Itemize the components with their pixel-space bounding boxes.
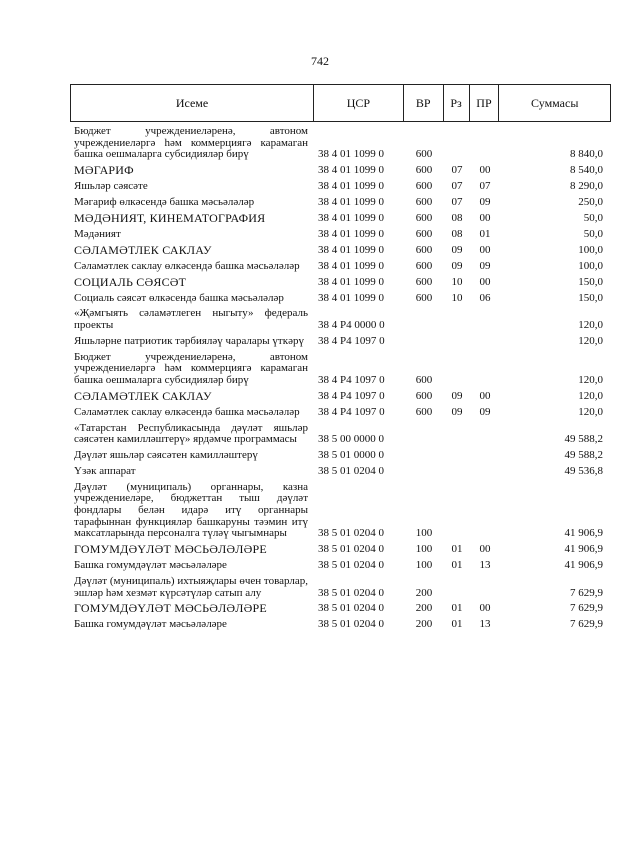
- row-csr: 38 5 01 0000 0: [318, 449, 384, 462]
- row-sum: 41 906,9: [564, 543, 603, 556]
- table-row: [70, 619, 611, 631]
- table-row: [70, 388, 611, 403]
- row-name: Яшьләр сәясәте: [74, 180, 148, 193]
- row-name: МӘДӘНИЯТ, КИНЕМАТОГРАФИЯ: [74, 211, 266, 226]
- row-pr: 00: [479, 212, 491, 225]
- row-rz: 09: [451, 389, 463, 402]
- row-vr: 100: [415, 559, 433, 572]
- table-row: [70, 336, 611, 348]
- row-sum: 49 588,2: [564, 449, 603, 462]
- row-sum: 50,0: [583, 212, 603, 225]
- table-row: [70, 407, 611, 419]
- row-csr: 38 4 01 1099 0: [318, 259, 384, 272]
- header-csr: ЦСР: [314, 85, 404, 121]
- row-name: Мәдәният: [74, 227, 121, 240]
- row-vr: 600: [415, 180, 433, 193]
- row-name: ГОМУМДӘҮЛӘТ МӘСЬӘЛӘЛӘРЕ: [74, 601, 267, 616]
- header-name: Исеме: [71, 85, 314, 121]
- row-csr: 38 5 01 0204 0: [318, 586, 384, 599]
- row-vr: 600: [415, 291, 433, 304]
- row-name: Яшьләрне патриотик тәрбияләү чаралары үткәрү: [74, 334, 304, 347]
- row-vr: 600: [415, 148, 433, 161]
- row-pr: 13: [479, 618, 491, 631]
- row-rz: 09: [451, 405, 463, 418]
- table-row: [70, 229, 611, 241]
- row-vr: 600: [415, 373, 433, 386]
- row-sum: 120,0: [578, 318, 603, 331]
- table-body: [70, 126, 611, 631]
- table-row: [70, 261, 611, 273]
- row-rz: 07: [451, 196, 463, 209]
- row-csr: 38 5 01 0204 0: [318, 527, 384, 540]
- row-sum: 7 629,9: [570, 618, 603, 631]
- row-csr: 38 4 01 1099 0: [318, 291, 384, 304]
- row-rz: 07: [451, 180, 463, 193]
- row-rz: 08: [451, 212, 463, 225]
- row-name: Социаль сәясәт өлкәсендә башка мәсьәләләр: [74, 291, 284, 304]
- row-sum: 8 290,0: [570, 180, 603, 193]
- row-rz: 01: [451, 559, 463, 572]
- row-pr: 00: [479, 275, 491, 288]
- row-vr: 600: [415, 389, 433, 402]
- table-row: [70, 466, 611, 478]
- table-row: [70, 242, 611, 257]
- row-csr: 38 4 P4 1097 0: [318, 405, 385, 418]
- row-name: Дәүләт (муниципаль) ихтыяҗлары өчен товарлар, эшләр һәм хезмәт күрсәтүләр сатып алу: [74, 574, 308, 599]
- table-row: [70, 308, 611, 331]
- row-csr: 38 4 01 1099 0: [318, 164, 384, 177]
- row-pr: 06: [479, 291, 491, 304]
- row-csr: 38 4 01 1099 0: [318, 275, 384, 288]
- row-vr: 600: [415, 196, 433, 209]
- header-vr: ВР: [404, 85, 444, 121]
- table-row: [70, 197, 611, 209]
- row-sum: 100,0: [578, 243, 603, 256]
- row-sum: 7 629,9: [570, 602, 603, 615]
- row-rz: 10: [451, 275, 463, 288]
- table-header: [70, 84, 611, 122]
- page-number: 742: [311, 54, 329, 68]
- row-csr: 38 4 P4 0000 0: [318, 318, 385, 331]
- row-vr: 600: [415, 259, 433, 272]
- row-sum: 41 906,9: [564, 527, 603, 540]
- row-pr: 00: [479, 602, 491, 615]
- row-pr: 00: [479, 243, 491, 256]
- table-row: [70, 274, 611, 289]
- row-name: Мәгариф өлкәсендә башка мәсьәләләр: [74, 196, 255, 209]
- row-rz: 08: [451, 227, 463, 240]
- row-csr: 38 4 01 1099 0: [318, 148, 384, 161]
- header-sum: Суммасы: [531, 95, 579, 110]
- table-row: [70, 165, 611, 177]
- row-name: «Татарстан Республикасында дәүләт яшьләр сәясәтен камилләштерү» ярдәмче программасы: [74, 421, 308, 446]
- row-rz: 01: [451, 618, 463, 631]
- table-row: [70, 352, 611, 387]
- row-rz: 09: [451, 259, 463, 272]
- row-pr: 09: [479, 405, 491, 418]
- row-name: Дәүләт (муниципаль) органнары, казна учреждениеләре, бюджеттан тыш дәүләт фондлары белән идарә итү органнары тарафыннан функцияләр башкаруны тәэмин итү максатларында персоналга түләү чыгымнары: [74, 480, 308, 540]
- table-row: [70, 423, 611, 446]
- header-pr: ПР: [470, 85, 500, 121]
- row-name: Бюджет учреждениеләренә, автоном учреждениеләргә һәм коммерциягә карамаган башка оешмаларга субсидияләр бирү: [74, 350, 308, 386]
- row-pr: 00: [479, 164, 491, 177]
- row-rz: 01: [451, 602, 463, 615]
- row-vr: 600: [415, 243, 433, 256]
- row-csr: 38 5 01 0204 0: [318, 559, 384, 572]
- table-row: [70, 293, 611, 305]
- row-sum: 120,0: [578, 373, 603, 386]
- row-csr: 38 4 01 1099 0: [318, 243, 384, 256]
- row-vr: 600: [415, 227, 433, 240]
- row-csr: 38 5 01 0204 0: [318, 618, 384, 631]
- budget-table: [70, 84, 611, 631]
- row-sum: 120,0: [578, 334, 603, 347]
- row-csr: 38 4 01 1099 0: [318, 196, 384, 209]
- row-sum: 49 588,2: [564, 433, 603, 446]
- row-sum: 120,0: [578, 405, 603, 418]
- row-csr: 38 5 01 0204 0: [318, 543, 384, 556]
- row-sum: 41 906,9: [564, 559, 603, 572]
- table-row: [70, 181, 611, 193]
- row-sum: 100,0: [578, 259, 603, 272]
- row-csr: 38 4 01 1099 0: [318, 212, 384, 225]
- row-csr: 38 4 P4 1097 0: [318, 334, 385, 347]
- row-name: СӘЛАМӘТЛЕК САКЛАУ: [74, 388, 212, 403]
- row-vr: 600: [415, 164, 433, 177]
- row-sum: 150,0: [578, 291, 603, 304]
- row-sum: 50,0: [583, 227, 603, 240]
- row-name: МӘГАРИФ: [74, 163, 134, 178]
- row-sum: 120,0: [578, 389, 603, 402]
- row-sum: 8 840,0: [570, 148, 603, 161]
- table-row: [70, 544, 611, 556]
- row-name: Үзәк аппарат: [74, 465, 136, 477]
- row-name: СОЦИАЛЬ СӘЯСӘТ: [74, 274, 187, 289]
- row-name: «Җәмгыять сәламәтлеген ныгыту» федераль проекты: [74, 307, 308, 331]
- row-csr: 38 5 01 0204 0: [318, 465, 384, 477]
- row-vr: 200: [415, 618, 433, 631]
- row-name: ГОМУМДӘҮЛӘТ МӘСЬӘЛӘЛӘРЕ: [74, 542, 267, 557]
- row-vr: 100: [415, 543, 433, 556]
- row-csr: 38 4 01 1099 0: [318, 180, 384, 193]
- row-vr: 100: [415, 527, 433, 540]
- row-rz: 09: [451, 243, 463, 256]
- row-pr: 09: [479, 259, 491, 272]
- row-name: Сәламәтлек саклау өлкәсендә башка мәсьәләләр: [74, 405, 300, 418]
- row-sum: 7 629,9: [570, 586, 603, 599]
- row-pr: 00: [479, 543, 491, 556]
- row-pr: 01: [479, 227, 491, 240]
- row-csr: 38 5 00 0000 0: [318, 433, 384, 446]
- row-csr: 38 5 01 0204 0: [318, 602, 384, 615]
- row-csr: 38 4 P4 1097 0: [318, 389, 385, 402]
- row-vr: 600: [415, 405, 433, 418]
- row-sum: 8 540,0: [570, 164, 603, 177]
- table-row: [70, 576, 611, 599]
- table-row: [70, 450, 611, 462]
- row-pr: 00: [479, 389, 491, 402]
- row-sum: 250,0: [578, 196, 603, 209]
- row-name: СӘЛАМӘТЛЕК САКЛАУ: [74, 242, 212, 257]
- row-pr: 13: [479, 559, 491, 572]
- row-pr: 07: [479, 180, 491, 193]
- row-rz: 07: [451, 164, 463, 177]
- table-row: [70, 482, 611, 540]
- row-sum: 49 536,8: [564, 465, 603, 477]
- row-vr: 200: [415, 586, 433, 599]
- row-vr: 200: [415, 602, 433, 615]
- header-rz: Рз: [444, 85, 470, 121]
- row-rz: 10: [451, 291, 463, 304]
- row-name: Дәүләт яшьләр сәясәтен камилләштерү: [74, 449, 258, 462]
- row-csr: 38 4 01 1099 0: [318, 227, 384, 240]
- row-pr: 09: [479, 196, 491, 209]
- table-row: [70, 560, 611, 572]
- table-row: [70, 126, 611, 161]
- row-vr: 600: [415, 275, 433, 288]
- row-sum: 150,0: [578, 275, 603, 288]
- row-name: Башка гомумдәүләт мәсьәләләре: [74, 618, 227, 631]
- table-row: [70, 213, 611, 225]
- row-name: Бюджет учреждениеләренә, автоном учреждениеләргә һәм коммерциягә карамаган башка оешмаларга субсидияләр бирү: [74, 125, 308, 161]
- row-rz: 01: [451, 543, 463, 556]
- row-csr: 38 4 P4 1097 0: [318, 373, 385, 386]
- row-name: Сәламәтлек саклау өлкәсендә башка мәсьәләләр: [74, 259, 300, 272]
- row-vr: 600: [415, 212, 433, 225]
- row-name: Башка гомумдәүләт мәсьәләләре: [74, 559, 227, 572]
- table-row: [70, 603, 611, 615]
